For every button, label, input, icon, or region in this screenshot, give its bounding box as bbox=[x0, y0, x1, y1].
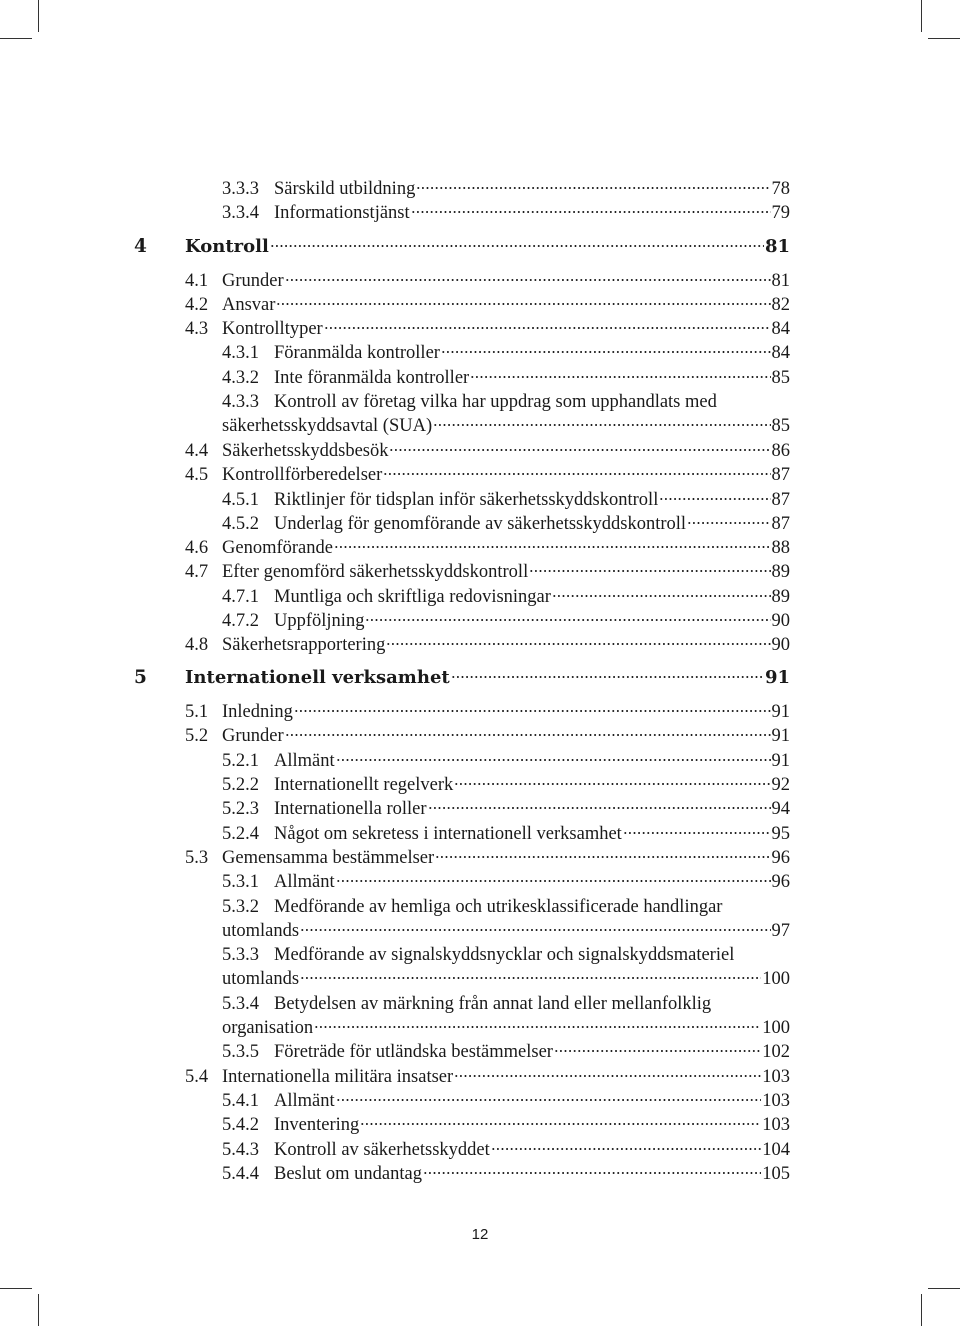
toc-entry-title: Inventering bbox=[274, 1115, 360, 1135]
dot-leader bbox=[383, 472, 770, 476]
toc-entry[interactable] bbox=[274, 774, 790, 796]
toc-entry-page: 87 bbox=[771, 514, 790, 534]
toc-entry-title: Internationell verksamhet bbox=[185, 667, 450, 688]
toc-entry-title: Något om sekretess i internationell verksamhet bbox=[274, 824, 622, 844]
toc-entry[interactable] bbox=[274, 798, 790, 820]
toc-entry-page: 103 bbox=[762, 1067, 790, 1087]
toc-entry[interactable] bbox=[222, 1066, 790, 1088]
toc-entry-title: Allmänt bbox=[274, 1091, 335, 1111]
toc-entry-page: 97 bbox=[771, 921, 790, 941]
toc-entry-page: 96 bbox=[771, 872, 790, 892]
toc-entry-page: 94 bbox=[771, 799, 790, 819]
toc-entry-title: Kontrollförberedelser bbox=[222, 465, 383, 485]
toc-entry-page: 89 bbox=[771, 587, 790, 607]
toc-entry-number: 3.3.3 bbox=[222, 179, 259, 199]
toc-entry-number: 5.4.4 bbox=[222, 1164, 259, 1184]
toc-entry-number: 4.7 bbox=[185, 562, 209, 582]
toc-entry-page: 78 bbox=[771, 179, 790, 199]
toc-entry[interactable] bbox=[274, 342, 790, 364]
toc-entry-page: 89 bbox=[771, 562, 790, 582]
dot-leader bbox=[285, 278, 771, 282]
toc-entry-page: 100 bbox=[762, 1018, 790, 1038]
toc-entry-title: utomlands bbox=[222, 921, 300, 941]
toc-entry[interactable] bbox=[185, 667, 790, 689]
toc-entry-title: Riktlinjer för tidsplan inför säkerhetsskyddskontroll bbox=[274, 490, 659, 510]
toc-entry-title: organisation bbox=[222, 1018, 314, 1038]
toc-entry-number: 4.6 bbox=[185, 538, 209, 558]
toc-entry-title: utomlands bbox=[222, 969, 300, 989]
toc-entry-number: 5.3.2 bbox=[222, 897, 259, 917]
toc-entry[interactable] bbox=[274, 871, 790, 893]
dot-leader bbox=[552, 594, 771, 598]
toc-entry-title: Allmänt bbox=[274, 872, 335, 892]
toc-entry-page: 104 bbox=[762, 1140, 790, 1160]
toc-entry-number: 5.4.3 bbox=[222, 1140, 259, 1160]
toc-entry-title: Grunder bbox=[222, 726, 284, 746]
dot-leader bbox=[386, 642, 770, 646]
toc-entry-page: 84 bbox=[771, 319, 790, 339]
toc-entry[interactable] bbox=[222, 464, 790, 486]
toc-entry[interactable] bbox=[222, 1017, 790, 1039]
dot-leader bbox=[300, 928, 770, 932]
toc-entry-number: 4.7.1 bbox=[222, 587, 259, 607]
dot-leader bbox=[294, 709, 771, 713]
toc-entry[interactable] bbox=[274, 489, 790, 511]
toc-entry-number: 3.3.4 bbox=[222, 203, 259, 223]
dot-leader bbox=[270, 244, 764, 248]
toc-entry-title: Uppföljning bbox=[274, 611, 365, 631]
dot-leader bbox=[491, 1147, 761, 1151]
toc-entry[interactable] bbox=[222, 725, 790, 747]
dot-leader bbox=[360, 1122, 761, 1126]
toc-entry[interactable] bbox=[222, 968, 790, 990]
toc-entry-title: Underlag för genomförande av säkerhetsskyddskontroll bbox=[274, 514, 687, 534]
toc-entry[interactable] bbox=[274, 1041, 790, 1063]
toc-entry-number: 5.2.2 bbox=[222, 775, 259, 795]
dot-leader bbox=[276, 302, 770, 306]
toc-entry-number: 4.3 bbox=[185, 319, 209, 339]
dot-leader bbox=[365, 618, 770, 622]
crop-mark bbox=[921, 1294, 922, 1326]
toc-entry-page: 81 bbox=[764, 236, 790, 257]
toc-entry-page: 90 bbox=[771, 611, 790, 631]
toc-entry-page: 102 bbox=[762, 1042, 790, 1062]
toc-entry-number: 5.4.2 bbox=[222, 1115, 259, 1135]
toc-entry-title: Efter genomförd säkerhetsskyddskontroll bbox=[222, 562, 529, 582]
toc-entry-page: 90 bbox=[771, 635, 790, 655]
dot-leader bbox=[336, 879, 771, 883]
dot-leader bbox=[454, 782, 770, 786]
toc-entry-title: säkerhetsskyddsavtal (SUA) bbox=[222, 416, 433, 436]
dot-leader bbox=[300, 976, 761, 980]
toc-entry-page: 96 bbox=[771, 848, 790, 868]
toc-entry[interactable] bbox=[274, 823, 790, 845]
toc-entry-number: 5.3.4 bbox=[222, 994, 259, 1014]
toc-entry-number: 4 bbox=[134, 236, 147, 257]
toc-entry-title: Grunder bbox=[222, 271, 284, 291]
toc-entry-title: Internationellt regelverk bbox=[274, 775, 454, 795]
dot-leader bbox=[336, 758, 771, 762]
toc-entry-number: 5.4.1 bbox=[222, 1091, 259, 1111]
toc-entry-title: Gemensamma bestämmelser bbox=[222, 848, 435, 868]
toc-entry[interactable] bbox=[274, 513, 790, 535]
toc-entry-number: 5.2.3 bbox=[222, 799, 259, 819]
toc-entry-page: 87 bbox=[771, 490, 790, 510]
toc-entry[interactable] bbox=[274, 1163, 790, 1185]
toc-entry-page: 103 bbox=[762, 1115, 790, 1135]
toc-entry-page: 105 bbox=[762, 1164, 790, 1184]
toc-entry[interactable] bbox=[222, 701, 790, 723]
dot-leader bbox=[554, 1049, 761, 1053]
toc-entry-number: 5.3.5 bbox=[222, 1042, 259, 1062]
crop-mark bbox=[38, 1294, 39, 1326]
dot-leader bbox=[433, 423, 770, 427]
toc-entry-title: Kontrolltyper bbox=[222, 319, 323, 339]
toc-entry-number: 4.4 bbox=[185, 441, 209, 461]
toc-entry[interactable] bbox=[274, 202, 790, 224]
toc-entry-number: 4.5.2 bbox=[222, 514, 259, 534]
toc-entry-number: 5.2.4 bbox=[222, 824, 259, 844]
toc-entry[interactable] bbox=[274, 586, 790, 608]
dot-leader bbox=[285, 733, 771, 737]
toc-entry-page: 88 bbox=[771, 538, 790, 558]
toc-entry-title: Kontroll av säkerhetsskyddet bbox=[274, 1140, 490, 1160]
toc-entry-number: 5.1 bbox=[185, 702, 209, 722]
toc-entry-number: 4.3.3 bbox=[222, 392, 259, 412]
toc-entry[interactable] bbox=[274, 1090, 790, 1112]
toc-entry[interactable] bbox=[222, 537, 790, 559]
page-number: 12 bbox=[471, 1226, 489, 1243]
toc-entry-page: 100 bbox=[762, 969, 790, 989]
dot-leader bbox=[428, 806, 771, 810]
toc-entry-title: Medförande av signalskyddsnycklar och signalskyddsmateriel bbox=[274, 945, 735, 965]
toc-entry-number: 4.2 bbox=[185, 295, 209, 315]
toc-entry-number: 4.5.1 bbox=[222, 490, 259, 510]
toc-entry[interactable] bbox=[222, 294, 790, 316]
toc-entry-number: 4.3.2 bbox=[222, 368, 259, 388]
crop-mark bbox=[928, 1288, 960, 1289]
crop-mark bbox=[0, 1288, 32, 1289]
toc-entry-title: Företräde för utländska bestämmelser bbox=[274, 1042, 553, 1062]
dot-leader bbox=[314, 1025, 761, 1029]
dot-leader bbox=[411, 210, 771, 214]
toc-entry[interactable] bbox=[274, 1139, 790, 1161]
toc-entry-page: 84 bbox=[771, 343, 790, 363]
toc-entry-number: 4.1 bbox=[185, 271, 209, 291]
toc-entry-title: Kontroll bbox=[185, 236, 269, 257]
toc-entry-page: 103 bbox=[762, 1091, 790, 1111]
toc-entry-page: 85 bbox=[771, 416, 790, 436]
toc-entry-number: 4.5 bbox=[185, 465, 209, 485]
toc-entry-page: 91 bbox=[764, 667, 790, 688]
toc-entry[interactable] bbox=[222, 920, 790, 942]
toc-entry[interactable] bbox=[222, 561, 790, 583]
dot-leader bbox=[454, 1074, 761, 1078]
dot-leader bbox=[470, 375, 770, 379]
toc-entry[interactable] bbox=[222, 270, 790, 292]
toc-entry[interactable] bbox=[274, 367, 790, 389]
toc-entry-title: Inte föranmälda kontroller bbox=[274, 368, 470, 388]
dot-leader bbox=[324, 326, 771, 330]
toc-entry-page: 81 bbox=[771, 271, 790, 291]
toc-entry-number: 4.7.2 bbox=[222, 611, 259, 631]
toc-entry[interactable] bbox=[274, 610, 790, 632]
dot-leader bbox=[623, 831, 771, 835]
toc-entry-page: 79 bbox=[771, 203, 790, 223]
toc-entry-number: 5 bbox=[134, 667, 147, 688]
toc-entry[interactable] bbox=[274, 1114, 790, 1136]
toc-entry-title: Inledning bbox=[222, 702, 293, 722]
toc-entry[interactable] bbox=[185, 236, 790, 258]
toc-entry-title: Informationstjänst bbox=[274, 203, 410, 223]
toc-entry-title: Ansvar bbox=[222, 295, 276, 315]
toc-entry-number: 5.4 bbox=[185, 1067, 209, 1087]
dot-leader bbox=[336, 1098, 762, 1102]
toc-entry-title: Medförande av hemliga och utrikesklassificerade handlingar bbox=[274, 897, 723, 917]
dot-leader bbox=[659, 497, 770, 501]
toc-entry-title: Betydelsen av märkning från annat land eller mellanfolklig bbox=[274, 994, 712, 1014]
toc-entry[interactable] bbox=[222, 847, 790, 869]
toc-entry-title: Föranmälda kontroller bbox=[274, 343, 440, 363]
dot-leader bbox=[423, 1171, 761, 1175]
toc-entry-number: 5.3.1 bbox=[222, 872, 259, 892]
toc-entry-page: 91 bbox=[771, 726, 790, 746]
toc-entry-title: Beslut om undantag bbox=[274, 1164, 422, 1184]
dot-leader bbox=[687, 521, 770, 525]
toc-entry-number: 5.3.3 bbox=[222, 945, 259, 965]
toc-entry-page: 82 bbox=[771, 295, 790, 315]
toc-entry-page: 92 bbox=[771, 775, 790, 795]
toc-entry-title: Säkerhetsskyddsbesök bbox=[222, 441, 389, 461]
toc-entry[interactable] bbox=[222, 440, 790, 462]
dot-leader bbox=[435, 855, 770, 859]
toc-entry-number: 5.3 bbox=[185, 848, 209, 868]
toc-entry-number: 4.3.1 bbox=[222, 343, 259, 363]
toc-entry[interactable] bbox=[222, 634, 790, 656]
toc-entry-title: Säkerhetsrapportering bbox=[222, 635, 386, 655]
toc-entry[interactable] bbox=[222, 415, 790, 437]
toc-entry-title: Särskild utbildning bbox=[274, 179, 416, 199]
toc-entry-title: Allmänt bbox=[274, 751, 335, 771]
toc-entry-page: 91 bbox=[771, 751, 790, 771]
toc-entry[interactable] bbox=[274, 750, 790, 772]
toc-entry-page: 91 bbox=[771, 702, 790, 722]
dot-leader bbox=[334, 545, 771, 549]
toc-entry[interactable] bbox=[274, 178, 790, 200]
dot-leader bbox=[389, 448, 770, 452]
toc-entry-title: Genomförande bbox=[222, 538, 333, 558]
dot-leader bbox=[416, 186, 770, 190]
toc-entry[interactable] bbox=[222, 318, 790, 340]
toc-entry-title: Kontroll av företag vilka har uppdrag som upphandlats med bbox=[274, 392, 717, 412]
toc-entry-page: 86 bbox=[771, 441, 790, 461]
dot-leader bbox=[441, 350, 771, 354]
toc-entry-number: 5.2.1 bbox=[222, 751, 259, 771]
toc-entry-page: 87 bbox=[771, 465, 790, 485]
toc-entry-page: 85 bbox=[771, 368, 790, 388]
toc-entry-number: 5.2 bbox=[185, 726, 209, 746]
dot-leader bbox=[529, 569, 770, 573]
toc-entry-title: Internationella roller bbox=[274, 799, 427, 819]
toc-entry-page: 95 bbox=[771, 824, 790, 844]
dot-leader bbox=[451, 675, 764, 679]
toc-entry-number: 4.8 bbox=[185, 635, 209, 655]
toc-entry-title: Internationella militära insatser bbox=[222, 1067, 454, 1087]
toc-entry-title: Muntliga och skriftliga redovisningar bbox=[274, 587, 551, 607]
